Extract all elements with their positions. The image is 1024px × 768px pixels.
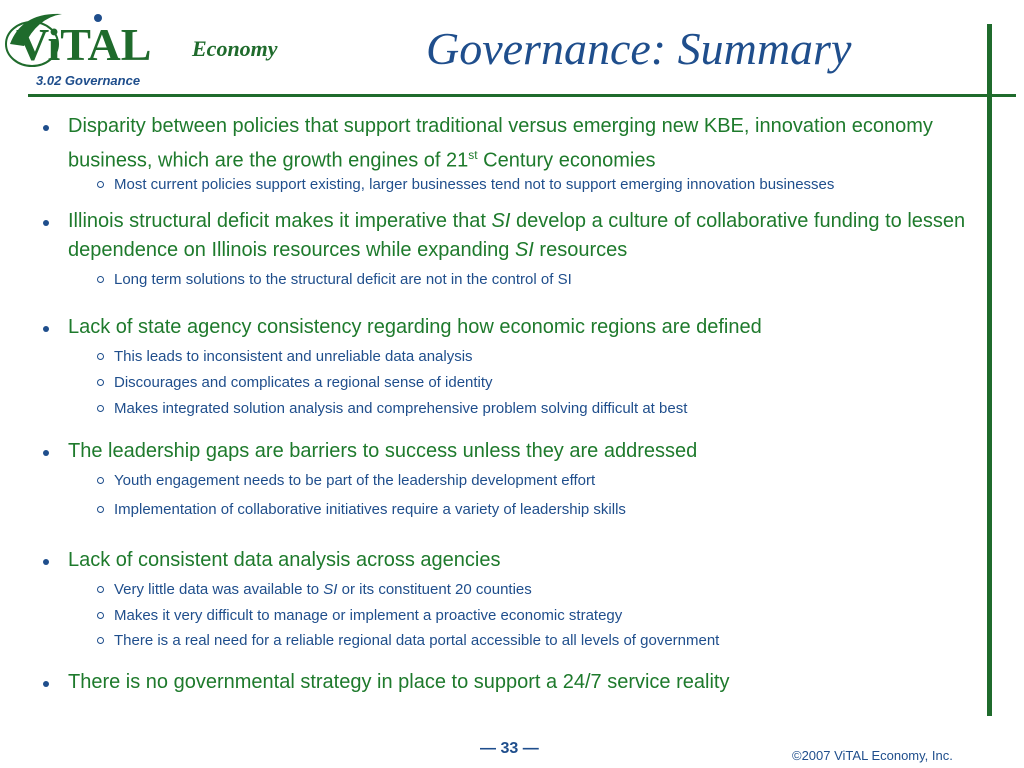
sub-bullet-5-3: There is a real need for a reliable regional data portal accessible to all levels of government (114, 632, 720, 649)
bullet-4: The leadership gaps are barriers to success unless they are addressed (68, 437, 697, 466)
sub-bullet-1-1: Most current policies support existing, larger businesses tend not to support emerging innovation businesses (114, 176, 835, 193)
vital-economy-logo (2, 4, 292, 74)
bullet-1: Disparity between policies that support traditional versus emerging new KBE, innovation economy business, which are the growth engines of 21st Century economies (68, 112, 968, 176)
sub-bullet-3-1: This leads to inconsistent and unreliable data analysis (114, 348, 473, 365)
section-label: 3.02 Governance (36, 73, 141, 88)
sub-bullet-3-3: Makes integrated solution analysis and comprehensive problem solving difficult at best (114, 400, 688, 417)
page-title: Governance: Summary (426, 23, 852, 74)
sub-bullet-3-2: Discourages and complicates a regional sense of identity (114, 374, 493, 391)
sub-bullet-2-1: Long term solutions to the structural deficit are not in the control of SI (114, 271, 572, 288)
header-divider (28, 94, 1016, 97)
sub-bullet-4-2: Implementation of collaborative initiatives require a variety of leadership skills (114, 501, 626, 518)
logo-subtitle: Economy (192, 36, 278, 61)
bullet-5: Lack of consistent data analysis across agencies (68, 546, 500, 575)
page-number: — 33 — (480, 740, 539, 757)
bullet-6: There is no governmental strategy in place to support a 24/7 service reality (68, 668, 729, 697)
bullet-2: Illinois structural deficit makes it imperative that SI develop a culture of collaborative funding to lessen dependence on Illinois resources while expanding SI resources (68, 207, 968, 265)
sub-bullet-5-2: Makes it very difficult to manage or implement a proactive economic strategy (114, 607, 623, 624)
copyright: ©2007 ViTAL Economy, Inc. (792, 748, 953, 763)
side-divider (987, 24, 992, 716)
logo-wordmark: ViTAL (16, 19, 152, 70)
sub-bullet-5-1: Very little data was available to SI or its constituent 20 counties (114, 581, 532, 598)
bullet-3: Lack of state agency consistency regarding how economic regions are defined (68, 313, 762, 342)
sub-bullet-4-1: Youth engagement needs to be part of the leadership development effort (114, 472, 596, 489)
